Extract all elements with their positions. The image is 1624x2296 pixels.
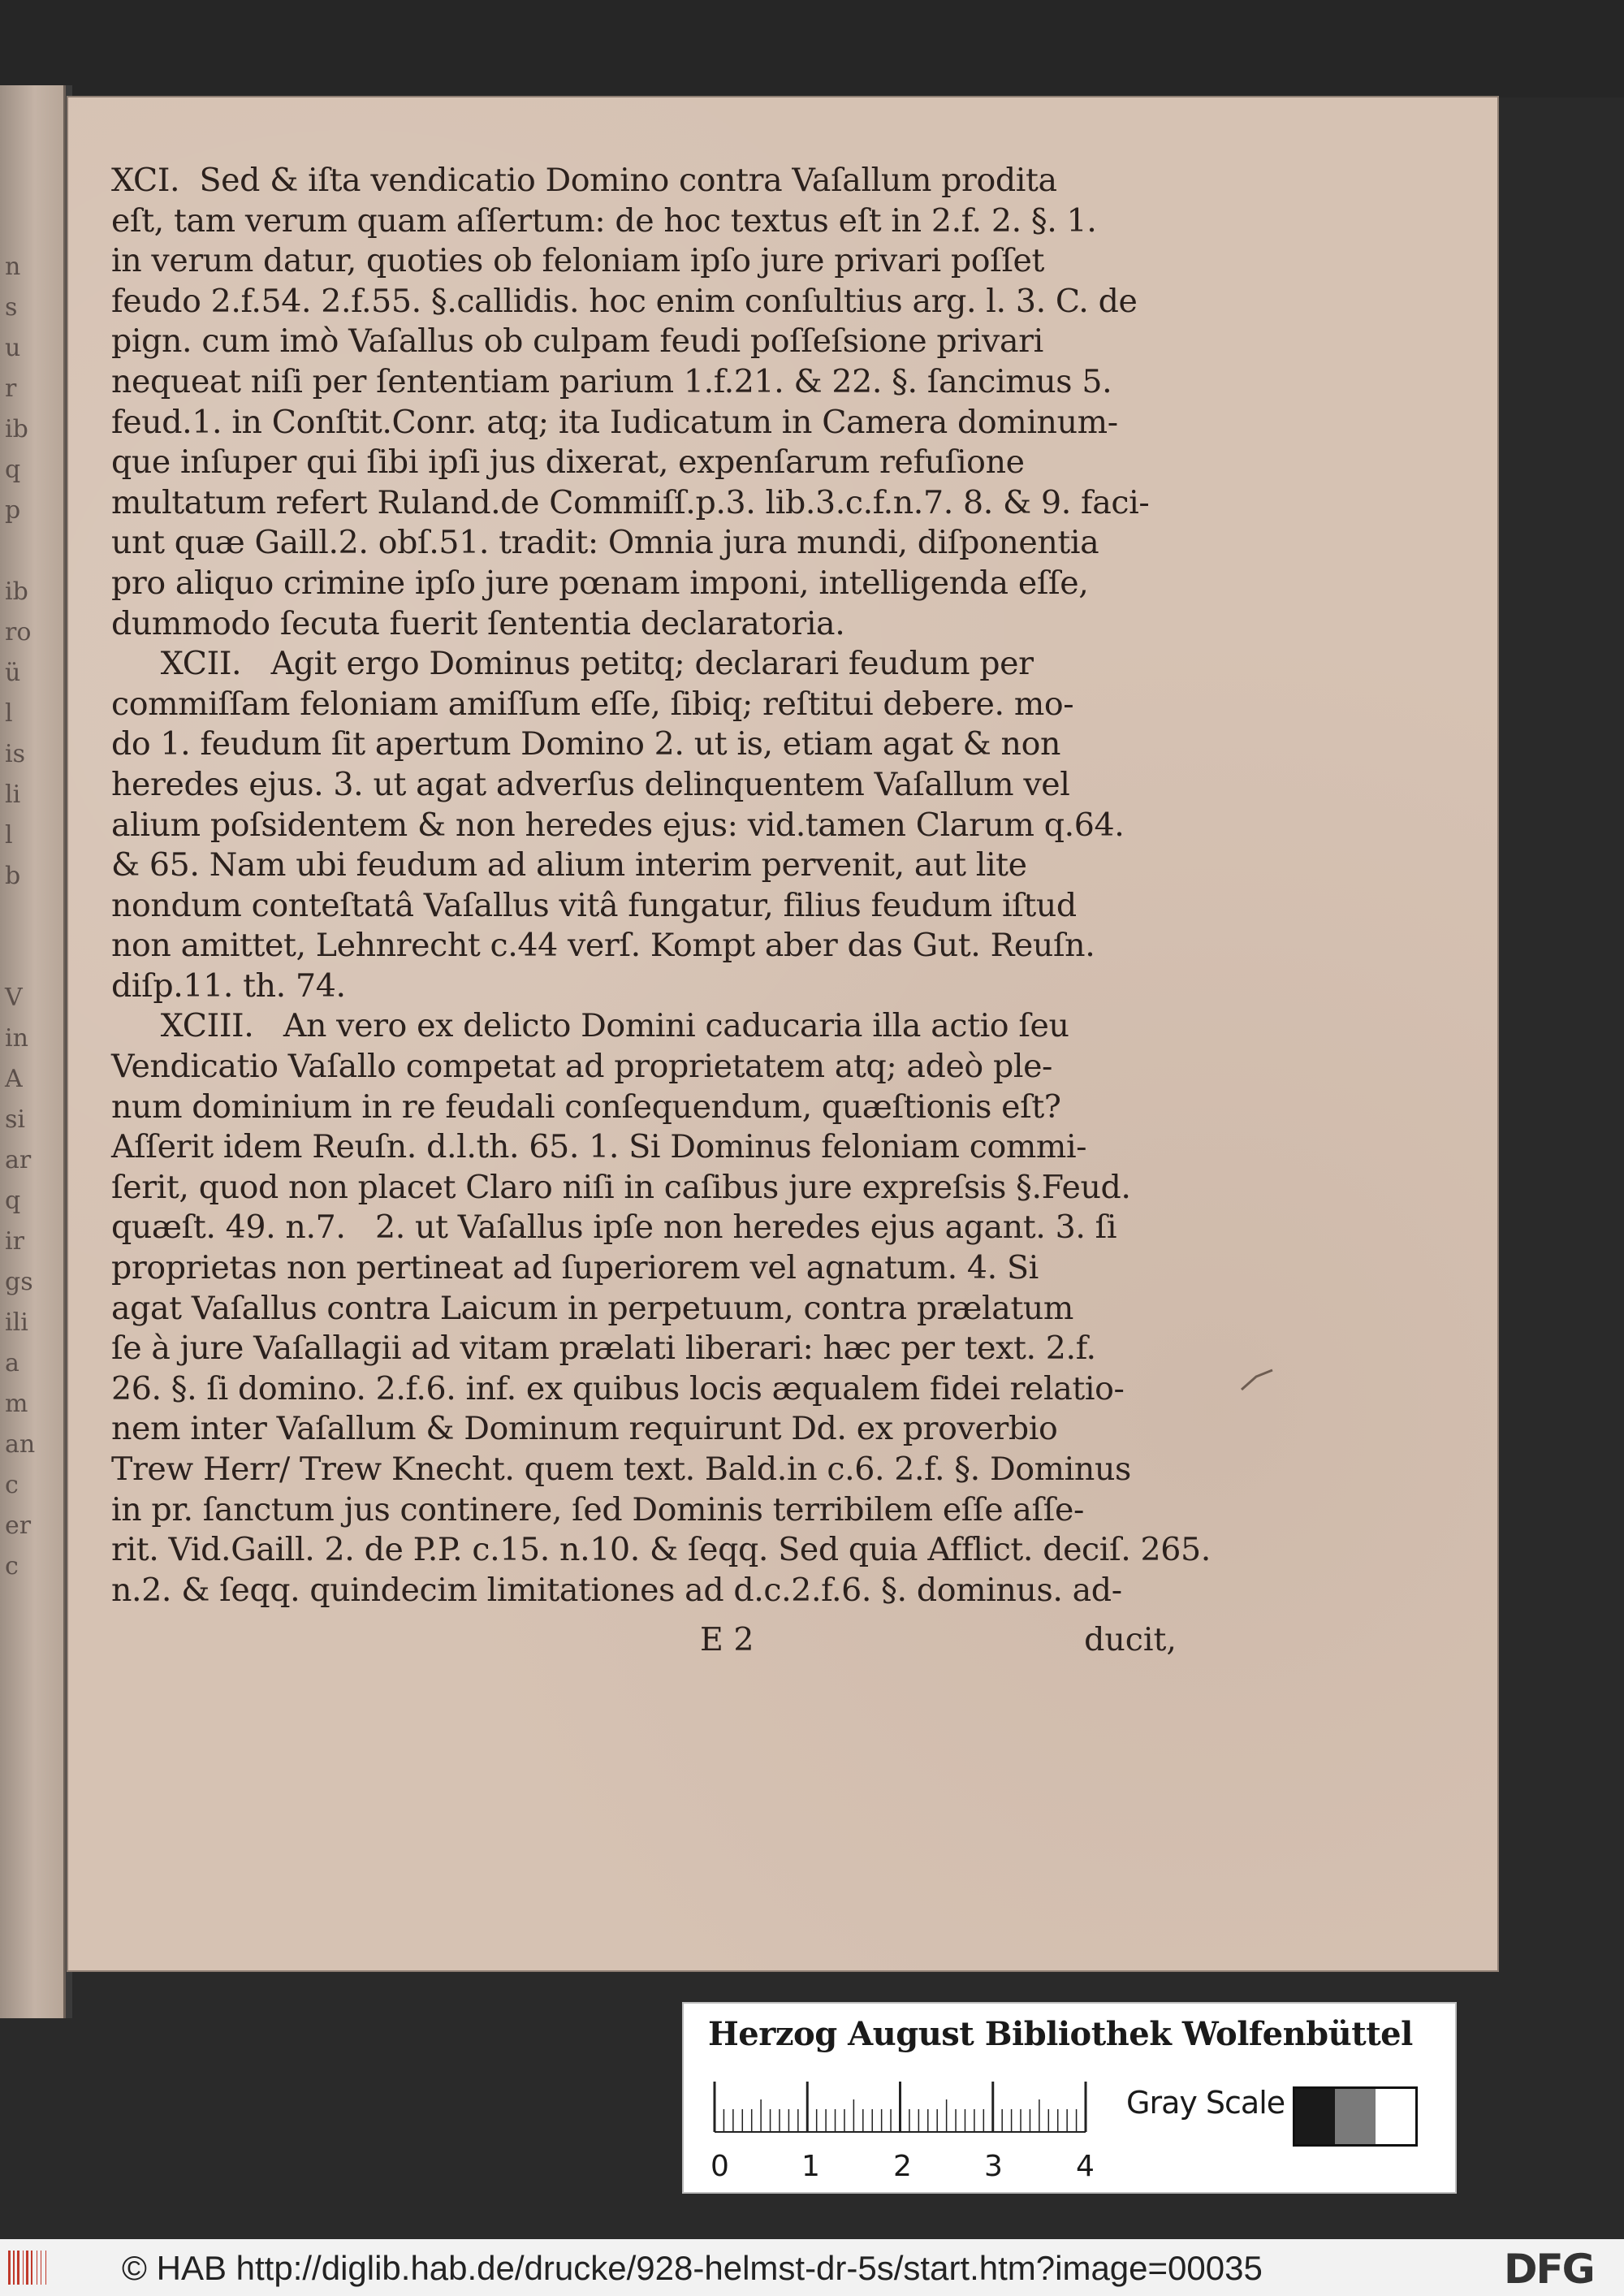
- adjacent-page-fragment: A: [5, 1065, 23, 1093]
- gray-swatch-patch: [1376, 2089, 1415, 2144]
- adjacent-page-fragment: ü: [5, 659, 21, 687]
- text-line: 26. §. ſi domino. 2.f.6. inf. ex quibus locis æqualem fidei relatio-: [111, 1369, 1125, 1407]
- adjacent-page-fragment: V: [5, 984, 23, 1012]
- adjacent-page-fragment: ro: [5, 618, 32, 646]
- book-page: [67, 96, 1499, 1972]
- text-line: ſe à jure Vaſallagii ad vitam prælati liberari: hæc per text. 2.f.: [111, 1330, 1096, 1368]
- text-line: non amittet, Lehnrecht c.44 verſ. Kompt aber das Gut. Reuſn.: [111, 927, 1095, 965]
- text-line: pign. cum imò Vaſallus ob culpam feudi poſſeſsione privari: [111, 322, 1043, 361]
- gray-scale-swatch: [1293, 2086, 1418, 2147]
- text-line: XCII. Agit ergo Dominus petitq; declarari feudum per: [111, 645, 1034, 683]
- text-line: rit. Vid.Gaill. 2. de P.P. c.15. n.10. & ſeqq. Sed quia Afflict. deciſ. 265.: [111, 1531, 1211, 1569]
- text-line: Aſſerit idem Reuſn. d.l.th. 65. 1. Si Dominus feloniam commi-: [111, 1128, 1087, 1166]
- barcode-bar: [38, 2251, 40, 2285]
- text-line: feudo 2.f.54. 2.f.55. §.callidis. hoc enim conſultius arg. l. 3. C. de: [111, 282, 1138, 320]
- text-line: nondum conteſtatâ Vaſallus vitâ fungatur, filius feudum iſtud: [111, 886, 1077, 924]
- page-body-text: [111, 161, 1211, 1611]
- adjacent-page-fragment: l: [5, 699, 13, 728]
- scan-background-top: [0, 0, 1624, 97]
- text-line: in verum datur, quoties ob feloniam ipſo jure privari poſſet: [111, 242, 1045, 280]
- text-line: & 65. Nam ubi feudum ad alium interim pervenit, aut lite: [111, 846, 1027, 884]
- gray-scale-label: Gray Scale: [1126, 2085, 1285, 2121]
- adjacent-page-fragment: li: [5, 780, 21, 809]
- ruler-number: 1: [801, 2150, 820, 2183]
- adjacent-page-fragment: a: [5, 1349, 19, 1377]
- color-calibration-plate: [682, 2002, 1457, 2194]
- adjacent-page-fragment: n: [5, 253, 21, 281]
- text-line: Trew Herr/ Trew Knecht. quem text. Bald.in c.6. 2.f. §. Dominus: [111, 1451, 1131, 1488]
- text-line: in pr. ſanctum jus continere, ſed Dominis terribilem eſſe aſſe-: [111, 1490, 1084, 1529]
- footer-bar: [0, 2239, 1624, 2296]
- text-line: n.2. & ſeqq. quindecim limitationes ad d.c.2.f.6. §. dominus. ad-: [111, 1571, 1122, 1609]
- text-line: Vendicatio Vaſallo competat ad proprietatem atq; adeò ple-: [111, 1048, 1053, 1086]
- ruler-number: 0: [710, 2150, 729, 2183]
- adjacent-page-fragment: r: [5, 374, 17, 403]
- ruler-number: 2: [893, 2150, 912, 2183]
- dfg-logo: DFG: [1504, 2246, 1594, 2293]
- signature-mark: E 2: [700, 1621, 754, 1658]
- adjacent-page-fragment: u: [5, 334, 21, 362]
- adjacent-page-fragment: l: [5, 821, 13, 850]
- catchword: ducit,: [1084, 1621, 1177, 1658]
- adjacent-page-fragment: [5, 532, 58, 571]
- text-line: nem inter Vaſallum & Dominum requirunt Dd. ex proverbio: [111, 1410, 1058, 1448]
- text-line: ſerit, quod non placet Claro niſi in caſibus jure expreſsis §.Feud.: [111, 1168, 1131, 1206]
- adjacent-page-fragment: ib: [5, 577, 28, 606]
- barcode-bar: [42, 2251, 45, 2285]
- adjacent-page-fragment: ib: [5, 415, 28, 443]
- text-line: que inſuper qui ſibi ipſi jus dixerat, expenſarum refuſione: [111, 443, 1025, 482]
- barcode-bar: [11, 2251, 12, 2285]
- adjacent-page-fragment: m: [5, 1390, 28, 1418]
- adjacent-page-fragment: b: [5, 862, 21, 890]
- text-line: proprietas non pertineat ad ſuperiorem vel agnatum. 4. Si: [111, 1249, 1039, 1287]
- text-line: quæſt. 49. n.7. 2. ut Vaſallus ipſe non heredes ejus agant. 3. ſi: [111, 1209, 1117, 1247]
- text-line: agat Vaſallus contra Laicum in perpetuum, contra prælatum: [111, 1289, 1073, 1327]
- adjacent-page-fragment: [5, 938, 58, 977]
- adjacent-page-fragment: si: [5, 1105, 25, 1134]
- text-line: nequeat niſi per ſententiam parium 1.f.21. & 22. §. ſancimus 5.: [111, 362, 1112, 400]
- adjacent-page-fragment: ar: [5, 1146, 32, 1174]
- adjacent-page-edge: [0, 85, 66, 2018]
- barcode-bar: [33, 2251, 36, 2285]
- barcode-bar: [20, 2251, 22, 2285]
- barcode-icon: [6, 2249, 65, 2286]
- text-line: XCI. Sed & iſta vendicatio Domino contra Vaſallum prodita: [111, 162, 1057, 199]
- adjacent-page-fragment: q: [5, 1187, 21, 1215]
- barcode-bar: [31, 2251, 32, 2285]
- barcode-bar: [23, 2251, 24, 2285]
- adjacent-page-fragment: gs: [5, 1268, 33, 1296]
- gray-swatch-patch: [1295, 2089, 1335, 2144]
- adjacent-page-fragment: q: [5, 456, 21, 484]
- adjacent-page-text-fragments: [5, 248, 58, 1588]
- ruler-number: 3: [984, 2150, 1003, 2183]
- barcode-bar: [15, 2251, 16, 2285]
- barcode-bar: [29, 2251, 30, 2285]
- adjacent-page-fragment: ili: [5, 1308, 28, 1337]
- text-line: XCIII. An vero ex delicto Domini caducaria illa actio ſeu: [111, 1007, 1069, 1045]
- page-footer: [111, 1621, 1177, 1662]
- copyright-url[interactable]: © HAB http://diglib.hab.de/drucke/928-helmst-dr-5s/start.htm?image=00035: [122, 2249, 1263, 2287]
- adjacent-page-fragment: ir: [5, 1227, 24, 1256]
- barcode-bar: [24, 2251, 25, 2285]
- adjacent-page-fragment: c: [5, 1471, 19, 1499]
- text-line: pro aliquo crimine ipſo jure pœnam imponi, intelligenda eſſe,: [111, 564, 1089, 602]
- adjacent-page-fragment: p: [5, 496, 21, 525]
- barcode-bar: [17, 2251, 19, 2285]
- barcode-bar: [26, 2251, 28, 2285]
- barcode-bar: [8, 2251, 11, 2285]
- text-line: diſp.11. th. 74.: [111, 966, 346, 1005]
- text-line: multatum refert Ruland.de Commiſſ.p.3. lib.3.c.f.n.7. 8. & 9. faci-: [111, 483, 1150, 521]
- barcode-bar: [47, 2251, 49, 2285]
- adjacent-page-fragment: [5, 897, 58, 936]
- text-line: feud.1. in Conſtit.Conr. atq; ita Iudicatum in Camera dominum-: [111, 403, 1118, 441]
- adjacent-page-fragment: s: [5, 293, 18, 322]
- barcode-bar: [13, 2251, 15, 2285]
- adjacent-page-fragment: c: [5, 1552, 19, 1580]
- gray-swatch-patch: [1335, 2089, 1375, 2144]
- library-name: Herzog August Bibliothek Wolfenbüttel: [708, 2015, 1413, 2053]
- text-line: dummodo ſecuta fuerit ſententia declaratoria.: [111, 604, 845, 642]
- text-line: eſt, tam verum quam aſſertum: de hoc textus eſt in 2.f. 2. §. 1.: [111, 201, 1097, 240]
- text-line: commiſſam feloniam amiſſum eſſe, ſibiq; reſtitui debere. mo-: [111, 685, 1074, 723]
- text-line: heredes ejus. 3. ut agat adverſus delinquentem Vaſallum vel: [111, 765, 1070, 803]
- adjacent-page-fragment: er: [5, 1511, 32, 1540]
- adjacent-page-fragment: an: [5, 1430, 36, 1459]
- text-line: num dominium in re feudali conſequendum, quæſtionis eſt?: [111, 1087, 1061, 1126]
- adjacent-page-fragment: in: [5, 1024, 28, 1053]
- barcode-bar: [45, 2251, 46, 2285]
- ink-speck: [1240, 1367, 1276, 1391]
- text-line: alium poſsidentem & non heredes ejus: vid.tamen Clarum q.64.: [111, 806, 1125, 844]
- text-line: unt quæ Gaill.2. obſ.51. tradit: Omnia jura mundi, diſponentia: [111, 524, 1099, 562]
- text-line: do 1. feudum ſit apertum Domino 2. ut is, etiam agat & non: [111, 725, 1061, 763]
- adjacent-page-fragment: is: [5, 740, 25, 768]
- measurement-ruler: [708, 2075, 1130, 2140]
- ruler-number: 4: [1076, 2150, 1095, 2183]
